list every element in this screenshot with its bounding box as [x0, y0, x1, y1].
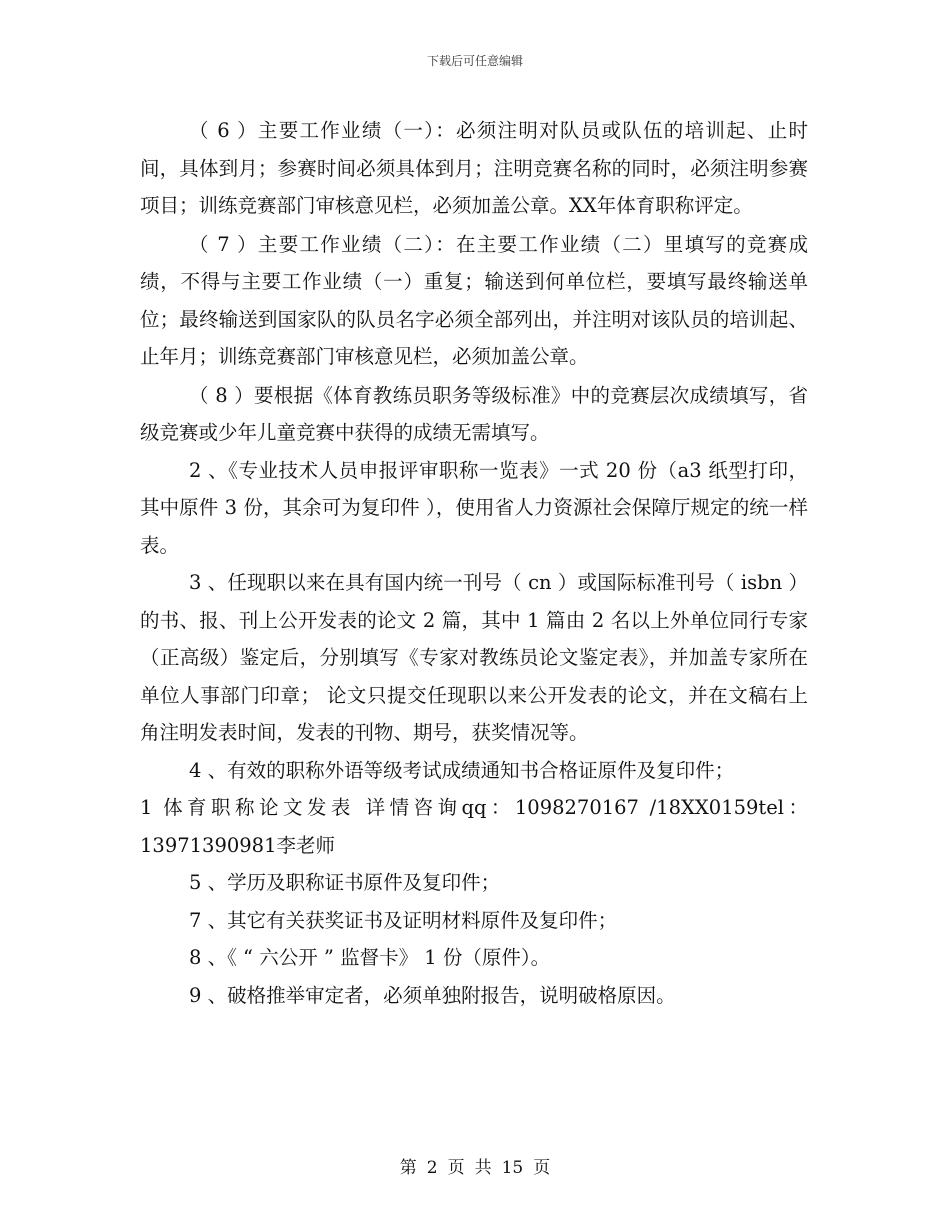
paragraph-list-5: 5 、学历及职称证书原件及复印件； [189, 871, 501, 894]
footer-gong: 共 [474, 1158, 492, 1178]
page-number: 2 [426, 1158, 438, 1178]
footer-ye-end: 页 [533, 1158, 551, 1178]
total-pages: 15 [501, 1158, 524, 1178]
document-body [140, 112, 808, 1014]
footer-di: 第 [399, 1158, 417, 1178]
paragraph-item-6: （ 6 ）主要工作业绩（一）：必须注明对队员或队伍的培训起、止时间，具体到月；参赛时间必须具体到月；注明竞赛名称的同时，必须注明参赛项目；训练竞赛部门审核意见栏，必须加盖公章。XX年体育职称评定。 [140, 119, 808, 217]
paragraph-item-7: （ 7 ）主要工作业绩（二）：在主要工作业绩（二）里填写的竞赛成绩，不得与主要工作业绩（一）重复；输送到何单位栏，要填写最终输送单位；最终输送到国家队的队员名字必须全部列出，并注明对该队员的培训起、止年月；训练竞赛部门审核意见栏，必须加盖公章。 [140, 232, 808, 368]
paragraph-list-4: 4 、有效的职称外语等级考试成绩通知书合格证原件及复印件； [189, 758, 735, 782]
paragraph-list-9: 9 、破格推举审定者，必须单独附报告，说明破格原因。 [189, 983, 676, 1007]
paragraph-item-8: （ 8 ）要根据《体育教练员职务等级标准》中的竞赛层次成绩填写，省级竞赛或少年儿童竞赛中获得的成绩无需填写。 [140, 383, 808, 444]
paragraph-list-7: 7 、其它有关获奖证书及证明材料原件及复印件； [189, 908, 618, 932]
paragraph-contact-note: 1 体育职称论文发表 详情咨询qq：1098270167 /18XX0159tel：13971390981李老师 [140, 796, 808, 857]
page-footer [0, 1153, 950, 1178]
footer-ye: 页 [447, 1158, 465, 1178]
paragraph-list-2: 2 、《专业技术人员申报评审职称一览表》一式 20 份（a3 纸型打印，其中原件 3 份，其余可为复印件 ），使用省人力资源社会保障厅规定的统一样表。 [140, 458, 808, 557]
paragraph-list-8: 8 、《 “ 六公开 ” 监督卡》 1 份（原件）。 [189, 946, 551, 969]
page-header: 下载后可任意编辑 [426, 54, 523, 68]
paragraph-list-3: 3 、任现职以来在具有国内统一刊号（ cn ）或国际标准刊号（ isbn ）的书、报、刊上公开发表的论文 2 篇，其中 1 篇由 2 名以上外单位同行专家（正高级）鉴定后，分别填写《专家对教练员论文鉴定表》，并加盖专家所在单位人事部门印章； 论文只提交任现职以来公开发表的论文，并在文稿右上角注明发表时间，发表的刊物、期号，获奖情况等。 [140, 571, 808, 744]
